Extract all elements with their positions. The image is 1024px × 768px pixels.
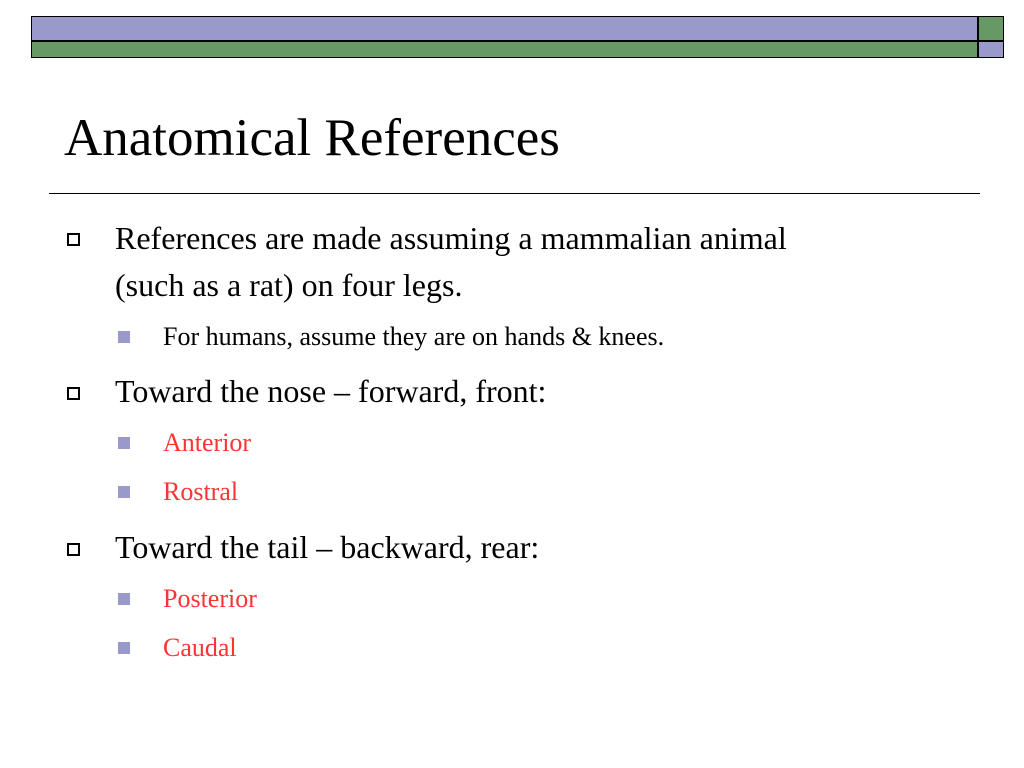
- sub-bullet-text: For humans, assume they are on hands & knees.: [163, 322, 665, 351]
- bullet-text-line: Toward the nose – forward, front:: [115, 373, 547, 409]
- hollow-square-icon: [67, 387, 80, 400]
- term-anterior: Anterior: [163, 428, 252, 457]
- hollow-square-icon: [67, 233, 80, 246]
- bullet-text-line: References are made assuming a mammalian animal: [115, 220, 787, 256]
- term-caudal: Caudal: [163, 633, 237, 662]
- bullet-text-line: Toward the tail – backward, rear:: [115, 529, 540, 565]
- hollow-square-icon: [67, 543, 80, 556]
- filled-square-icon: [118, 331, 130, 343]
- bullet-text-line: (such as a rat) on four legs.: [115, 267, 463, 303]
- slide-title: Anatomical References: [64, 109, 560, 167]
- filled-square-icon: [118, 642, 130, 654]
- filled-square-icon: [118, 593, 130, 605]
- filled-square-icon: [118, 486, 130, 498]
- term-rostral: Rostral: [163, 477, 239, 506]
- filled-square-icon: [118, 437, 130, 449]
- term-posterior: Posterior: [163, 584, 257, 613]
